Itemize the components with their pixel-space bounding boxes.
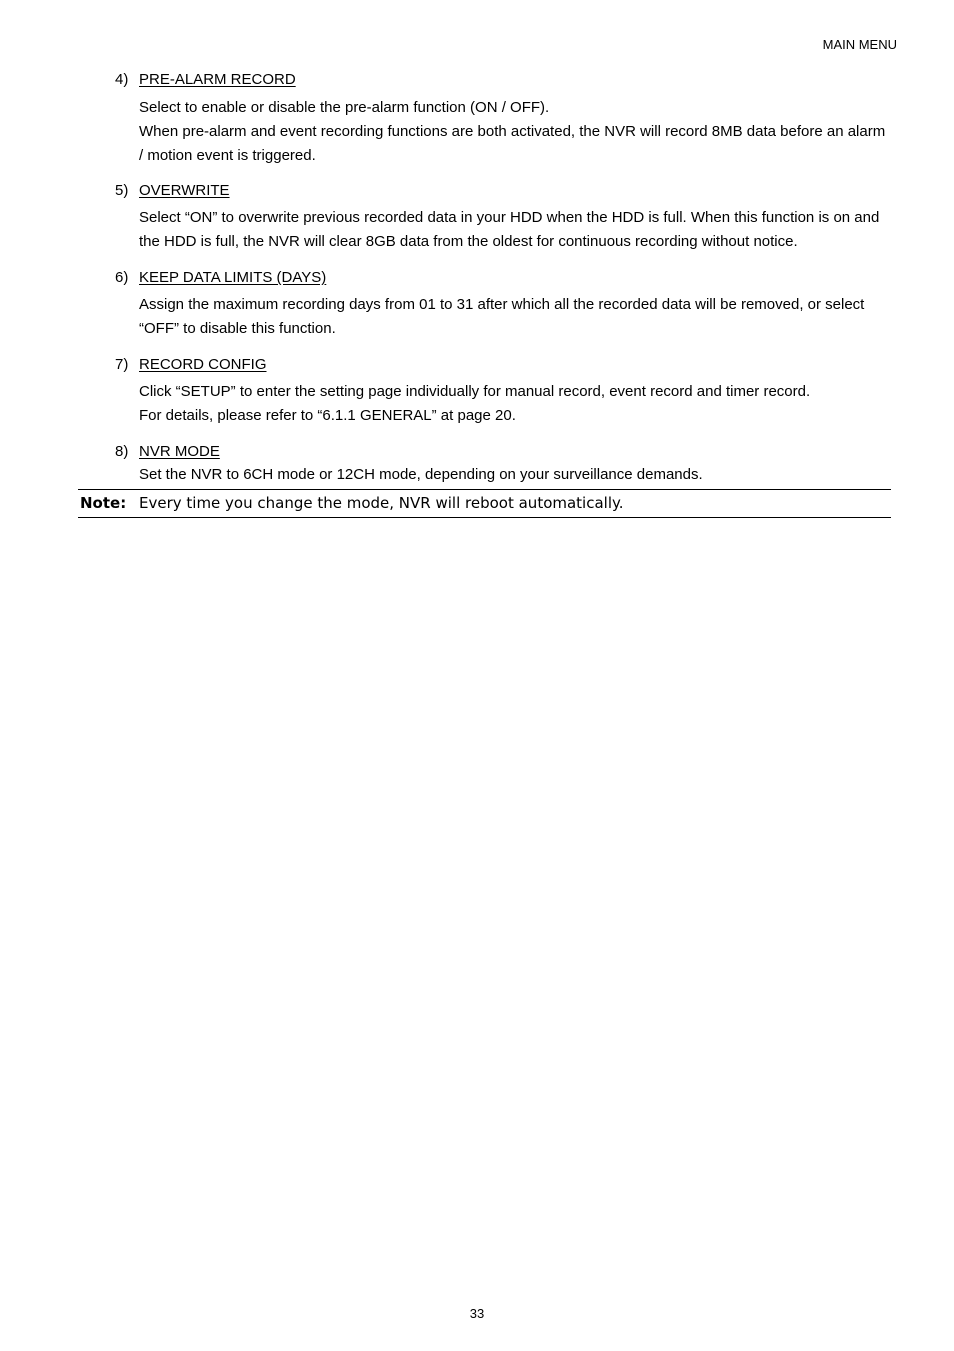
item-title: NVR MODE xyxy=(139,443,220,460)
description-line: Select “ON” to overwrite previous recorded data in your HDD when the HDD is full. When this function is on and the HDD is full, the NVR will clear 8GB data from the oldest for continuous recording without notice. xyxy=(139,209,880,250)
description-line: When pre-alarm and event recording functions are both activated, the NVR will record 8MB data before an alarm / motion event is triggered. xyxy=(139,123,886,164)
item-title: RECORD CONFIG xyxy=(139,356,267,373)
description-line: Assign the maximum recording days from 01 to 31 after which all the recorded data will be removed, or select “OFF” to disable this function. xyxy=(139,296,865,337)
item-number: 5) xyxy=(115,182,129,199)
description-line: Click “SETUP” to enter the setting page individually for manual record, event record and timer record. xyxy=(139,383,811,400)
running-header: MAIN MENU xyxy=(822,37,897,52)
item-description xyxy=(139,293,891,341)
item-title: OVERWRITE xyxy=(139,182,230,199)
item-description xyxy=(139,96,891,168)
description-line: Select to enable or disable the pre-alarm function (ON / OFF). xyxy=(139,99,550,116)
item-title: KEEP DATA LIMITS (DAYS) xyxy=(139,269,327,286)
item-description xyxy=(139,463,891,487)
note-box xyxy=(78,489,891,518)
item-number: 8) xyxy=(115,443,129,460)
note-text: Every time you change the mode, NVR will reboot automatically. xyxy=(139,494,624,512)
item-description xyxy=(139,206,891,254)
note-label: Note: xyxy=(80,494,127,512)
item-description xyxy=(139,380,891,428)
item-number: 7) xyxy=(115,356,129,373)
page-number: 33 xyxy=(469,1306,485,1321)
item-title: PRE-ALARM RECORD xyxy=(139,71,296,88)
description-line: For details, please refer to “6.1.1 GENERAL” at page 20. xyxy=(139,407,516,424)
item-number: 6) xyxy=(115,269,129,286)
item-number: 4) xyxy=(115,71,129,88)
description-line: Set the NVR to 6CH mode or 12CH mode, depending on your surveillance demands. xyxy=(139,466,703,483)
